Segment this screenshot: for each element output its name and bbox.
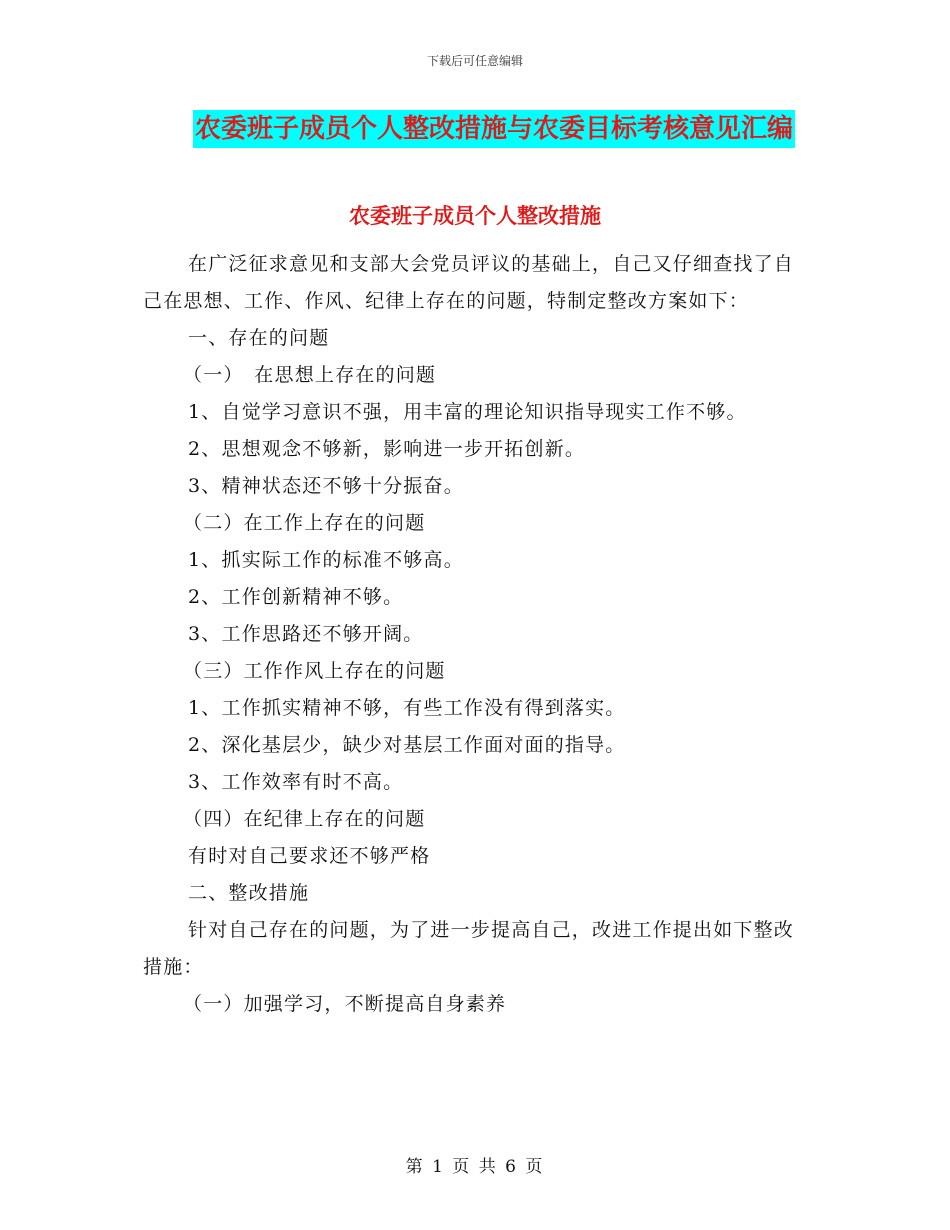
list-item: 3、工作效率有时不高。 — [188, 771, 404, 793]
measures-paragraph: 针对自己存在的问题，为了进一步提高自己，改进工作提出如下整改措施： — [143, 919, 795, 978]
page-number: 第 1 页 共 6 页 — [405, 1157, 545, 1177]
list-item: 3、精神状态还不够十分振奋。 — [188, 475, 464, 497]
document-title: 农委班子成员个人整改措施与农委目标考核意见汇编 — [193, 110, 795, 148]
subheading-study: （一）加强学习，不断提高自身素养 — [183, 993, 507, 1015]
list-item: 2、思想观念不够新，影响进一步开拓创新。 — [188, 438, 586, 460]
list-item: 有时对自己要求还不够严格 — [188, 845, 431, 867]
document-body — [143, 246, 803, 1023]
list-item: 2、工作创新精神不够。 — [188, 586, 404, 608]
heading-measures: 二、整改措施 — [188, 882, 310, 904]
list-item: 1、自觉学习意识不强，用丰富的理论知识指导现实工作不够。 — [188, 401, 747, 423]
section-title: 农委班子成员个人整改措施 — [349, 203, 601, 228]
subheading-style: （三）工作作风上存在的问题 — [183, 660, 446, 682]
list-item: 2、深化基层少，缺少对基层工作面对面的指导。 — [188, 734, 626, 756]
intro-paragraph: 在广泛征求意见和支部大会党员评议的基础上，自己又仔细查找了自己在思想、工作、作风、纪律上存在的问题，特制定整改方案如下： — [143, 253, 795, 312]
subheading-work: （二）在工作上存在的问题 — [183, 512, 426, 534]
list-item: 3、工作思路还不够开阔。 — [188, 623, 424, 645]
list-item: 1、抓实际工作的标准不够高。 — [188, 549, 464, 571]
heading-problems: 一、存在的问题 — [188, 327, 330, 349]
subheading-thought: （一） 在思想上存在的问题 — [183, 364, 437, 386]
list-item: 1、工作抓实精神不够，有些工作没有得到落实。 — [188, 697, 626, 719]
download-note: 下载后可任意编辑 — [426, 54, 523, 68]
subheading-discipline: （四）在纪律上存在的问题 — [183, 808, 426, 830]
